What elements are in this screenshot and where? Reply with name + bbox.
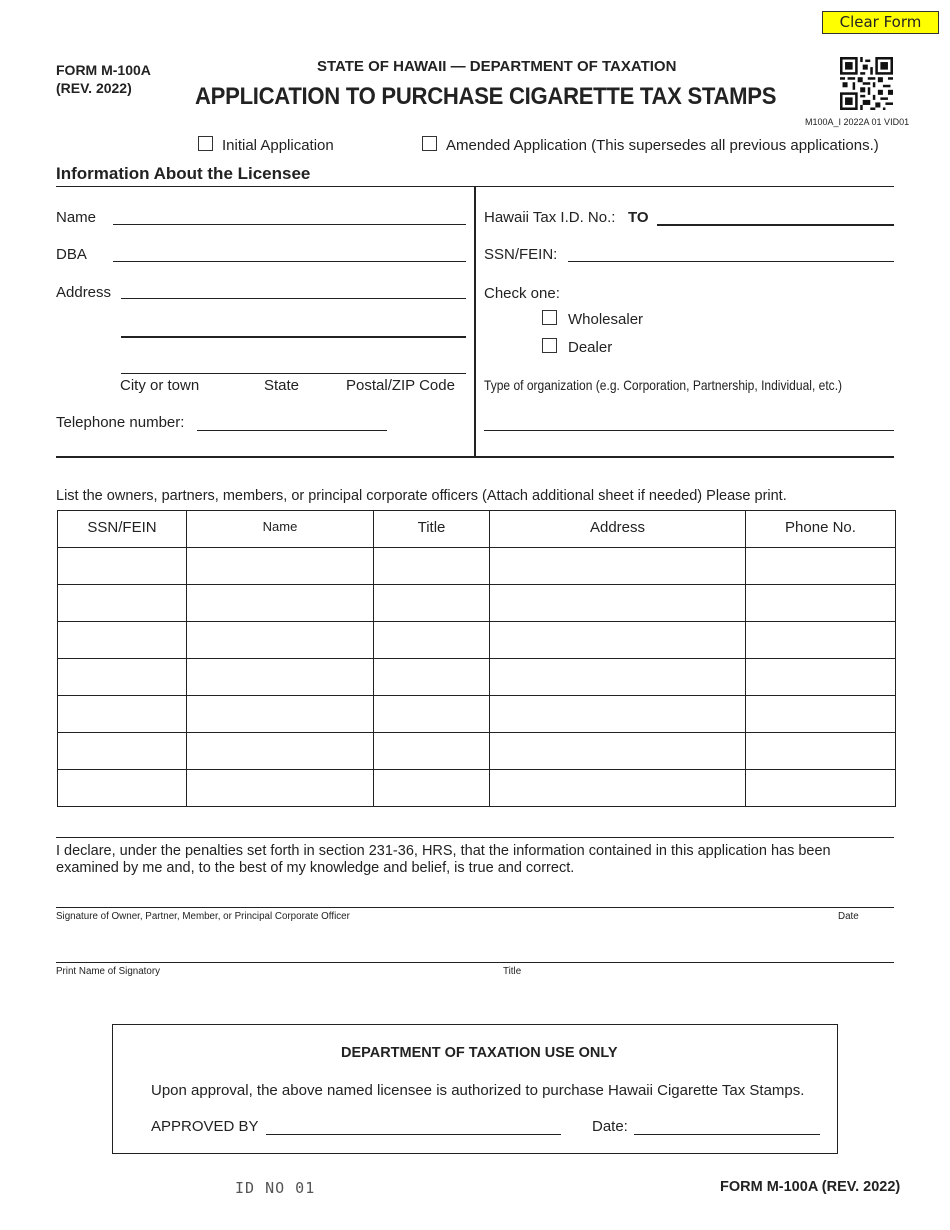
wholesaler-checkbox[interactable]	[542, 310, 557, 325]
table-cell[interactable]	[374, 696, 490, 733]
signature-label: Signature of Owner, Partner, Member, or Principal Corporate Officer	[56, 911, 350, 922]
table-cell[interactable]	[490, 696, 746, 733]
table-cell[interactable]	[187, 696, 374, 733]
org-type-input[interactable]	[484, 430, 894, 431]
table-row	[58, 548, 896, 585]
id-number: ID NO 01	[235, 1179, 316, 1197]
city-label: City or town	[120, 377, 200, 394]
table-cell[interactable]	[374, 733, 490, 770]
tax-id-input[interactable]	[657, 224, 894, 226]
table-cell[interactable]	[490, 659, 746, 696]
wholesaler-label: Wholesaler	[568, 311, 644, 328]
print-name-label: Print Name of Signatory	[56, 966, 161, 977]
table-cell[interactable]	[490, 733, 746, 770]
owners-table	[57, 510, 896, 807]
form-number: FORM M-100A	[56, 62, 151, 78]
ssn-fein-label: SSN/FEIN:	[484, 246, 558, 263]
address-label: Address	[56, 284, 112, 301]
city-state-zip-input[interactable]	[121, 373, 466, 374]
signature-date-label: Date	[838, 911, 859, 922]
page-title: APPLICATION TO PURCHASE CIGARETTE TAX STAMPS	[195, 83, 777, 110]
table-cell[interactable]	[58, 733, 187, 770]
signatory-title-label: Title	[503, 966, 522, 977]
dba-label: DBA	[56, 246, 87, 263]
table-cell[interactable]	[187, 659, 374, 696]
tax-id-prefix: TO	[628, 209, 649, 226]
signature-input[interactable]	[56, 907, 894, 908]
approval-date-input[interactable]	[634, 1134, 820, 1135]
table-cell[interactable]	[187, 585, 374, 622]
table-row	[58, 659, 896, 696]
qr-code-icon	[840, 57, 893, 110]
table-cell[interactable]	[490, 585, 746, 622]
section-bottom-rule	[56, 456, 894, 458]
column-header-ssn-fein: SSN/FEIN	[58, 511, 187, 548]
table-cell[interactable]	[58, 548, 187, 585]
form-revision: (REV. 2022)	[56, 80, 132, 96]
declaration-rule	[56, 837, 894, 838]
address-line-2-input[interactable]	[121, 336, 466, 338]
declaration-text: I declare, under the penalties set forth in section 231-36, HRS, that the information contained in this application has been examined by me and, to the best of my knowledge and belief, is true and correct.	[56, 843, 831, 876]
department-use-heading: DEPARTMENT OF TAXATION USE ONLY	[341, 1045, 618, 1061]
tax-id-label: Hawaii Tax I.D. No.:	[484, 209, 616, 226]
table-cell[interactable]	[374, 659, 490, 696]
table-cell[interactable]	[187, 622, 374, 659]
approved-by-input[interactable]	[266, 1134, 561, 1135]
dealer-label: Dealer	[568, 339, 613, 356]
table-cell[interactable]	[746, 622, 896, 659]
column-header-title: Title	[374, 511, 490, 548]
amended-application-label: Amended Application (This supersedes all previous applications.)	[446, 137, 879, 154]
zip-label: Postal/ZIP Code	[346, 377, 455, 394]
table-cell[interactable]	[187, 770, 374, 807]
table-row	[58, 733, 896, 770]
table-cell[interactable]	[746, 770, 896, 807]
table-cell[interactable]	[58, 585, 187, 622]
owners-instruction: List the owners, partners, members, or principal corporate officers (Attach additional sheet if needed) Please print.	[56, 488, 787, 504]
table-cell[interactable]	[187, 548, 374, 585]
column-header-phone: Phone No.	[746, 511, 896, 548]
department-use-text: Upon approval, the above named licensee is authorized to purchase Hawaii Cigarette Tax Stamps.	[151, 1082, 805, 1099]
table-cell[interactable]	[58, 770, 187, 807]
document-code: M100A_I 2022A 01 VID01	[805, 117, 910, 127]
clear-form-button[interactable]: Clear Form	[822, 11, 939, 34]
initial-application-checkbox[interactable]	[198, 136, 213, 151]
name-label: Name	[56, 209, 97, 226]
dealer-checkbox[interactable]	[542, 338, 557, 353]
table-cell[interactable]	[187, 733, 374, 770]
table-cell[interactable]	[374, 548, 490, 585]
table-row	[58, 622, 896, 659]
address-line-1-input[interactable]	[121, 298, 466, 299]
org-type-label: Type of organization (e.g. Corporation, Partnership, Individual, etc.)	[484, 377, 843, 393]
table-cell[interactable]	[490, 770, 746, 807]
approval-date-label: Date:	[592, 1118, 628, 1135]
table-cell[interactable]	[58, 659, 187, 696]
table-cell[interactable]	[746, 659, 896, 696]
table-cell[interactable]	[374, 622, 490, 659]
licensee-heading: Information About the Licensee	[56, 164, 311, 183]
name-input[interactable]	[113, 224, 466, 225]
ssn-fein-input[interactable]	[568, 261, 894, 262]
check-one-label: Check one:	[484, 285, 560, 302]
table-cell[interactable]	[746, 696, 896, 733]
table-cell[interactable]	[58, 622, 187, 659]
vertical-divider	[474, 186, 476, 457]
print-name-input[interactable]	[56, 962, 894, 963]
table-cell[interactable]	[490, 548, 746, 585]
amended-application-checkbox[interactable]	[422, 136, 437, 151]
agency-name: STATE OF HAWAII — DEPARTMENT OF TAXATION	[317, 58, 677, 75]
initial-application-label: Initial Application	[222, 137, 334, 154]
table-cell[interactable]	[746, 733, 896, 770]
table-cell[interactable]	[58, 696, 187, 733]
table-row	[58, 770, 896, 807]
table-cell[interactable]	[746, 585, 896, 622]
table-row	[58, 696, 896, 733]
dba-input[interactable]	[113, 261, 466, 262]
table-cell[interactable]	[490, 622, 746, 659]
telephone-label: Telephone number:	[56, 414, 185, 431]
table-row	[58, 585, 896, 622]
approved-by-label: APPROVED BY	[151, 1118, 259, 1135]
table-cell[interactable]	[746, 548, 896, 585]
state-label: State	[264, 377, 300, 394]
footer-form-number: FORM M-100A (REV. 2022)	[720, 1179, 901, 1195]
table-cell[interactable]	[374, 585, 490, 622]
column-header-address: Address	[490, 511, 746, 548]
column-header-name: Name	[187, 511, 374, 548]
telephone-input[interactable]	[197, 430, 387, 431]
table-cell[interactable]	[374, 770, 490, 807]
table-header-row	[58, 511, 896, 548]
